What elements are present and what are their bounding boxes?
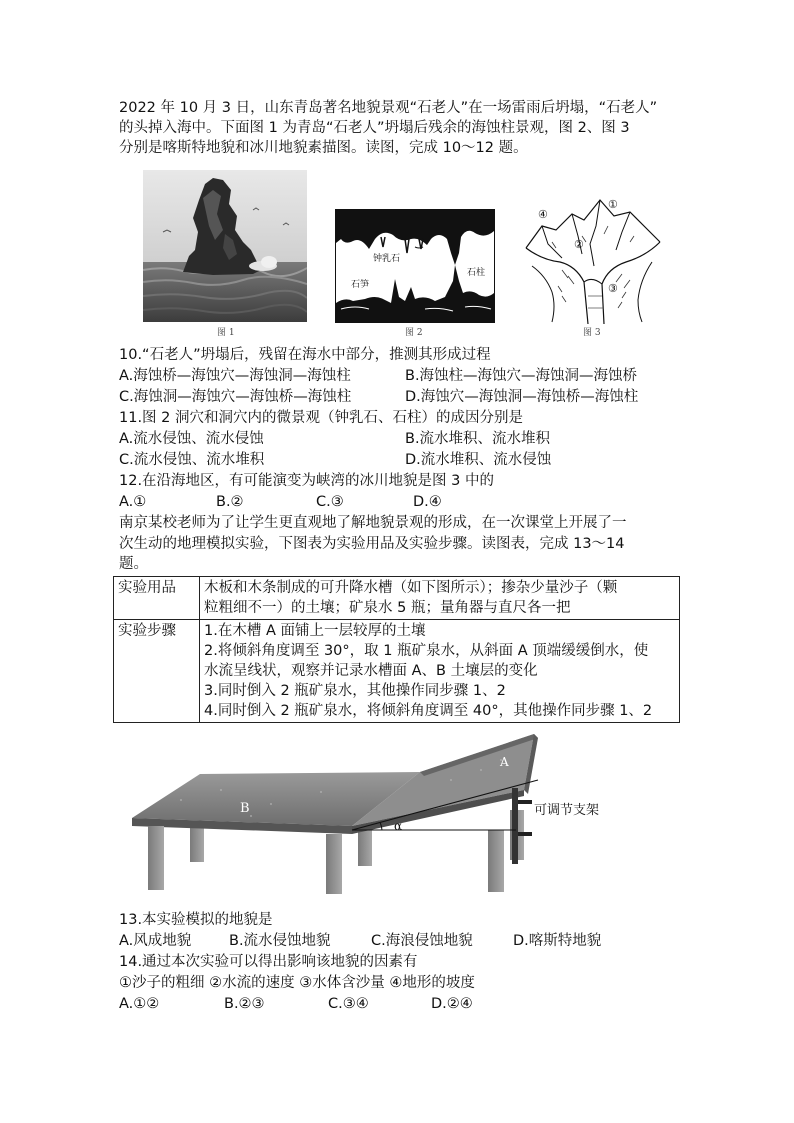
materials-cell <box>200 577 680 620</box>
apparatus-diagram <box>120 730 620 900</box>
intro2-line-3: 题。 <box>119 556 148 572</box>
q14-option-c[interactable]: C.③④ <box>328 996 369 1012</box>
step-2-line-1: 2.将倾斜角度调至 30°，取 1 瓶矿泉水，从斜面 A 顶端缓缓倒水，使 <box>204 643 649 659</box>
q14-factors: ①沙子的粗细 ②水流的速度 ③水体含沙量 ④地形的坡度 <box>119 975 475 991</box>
q10-option-c[interactable]: C.海蚀洞—海蚀穴—海蚀桥—海蚀柱 <box>119 389 352 405</box>
fig2-pillar-label: 石柱 <box>467 268 486 278</box>
q10-option-d[interactable]: D.海蚀穴—海蚀洞—海蚀桥—海蚀柱 <box>405 389 639 405</box>
angle-alpha-label: α <box>394 819 403 833</box>
q11-option-c[interactable]: C.流水侵蚀、流水堆积 <box>119 452 265 468</box>
intro2-line-2: 次生动的地理模拟实验，下图表为实验用品及实验步骤。读图表，完成 13～14 <box>119 536 625 552</box>
fig3-marker-1: ① <box>608 198 618 211</box>
q14-option-d[interactable]: D.②④ <box>431 996 473 1012</box>
fig3-marker-4: ④ <box>538 208 548 221</box>
experiment-table <box>113 576 680 723</box>
step-1: 1.在木槽 A 面铺上一层较厚的土壤 <box>204 623 426 639</box>
steps-header: 实验步骤 <box>114 620 200 723</box>
q11-stem: 11.图 2 洞穴和洞穴内的微景观（钟乳石、石柱）的成因分别是 <box>119 410 524 426</box>
q12-option-d[interactable]: D.④ <box>413 494 442 510</box>
q14-option-b[interactable]: B.②③ <box>224 996 265 1012</box>
intro-line-1: 2022 年 10 月 3 日，山东青岛著名地貌景观“石老人”在一场雷雨后坍塌，“石老人” <box>119 100 658 116</box>
q13-option-b[interactable]: B.流水侵蚀地貌 <box>229 933 331 949</box>
step-4: 4.同时倒入 2 瓶矿泉水，将倾斜角度调至 40°，其他操作同步骤 1、2 <box>204 703 653 719</box>
figure-3-glacial-landform-sketch <box>522 196 662 324</box>
q13-stem: 13.本实验模拟的地貌是 <box>119 912 273 928</box>
intro-line-2: 的头掉入海中。下面图 1 为青岛“石老人”坍塌后残余的海蚀柱景观，图 2、图 3 <box>119 120 630 136</box>
materials-line-1: 木板和木条制成的可升降水槽（如下图所示）；掺杂少量沙子（颗 <box>204 580 618 596</box>
figure-2-karst-cave-sketch <box>335 209 495 323</box>
figure-2-caption: 图 2 <box>405 328 423 338</box>
step-2-line-2: 水流呈线状，观察并记录水槽面 A、B 土壤层的变化 <box>204 663 538 679</box>
materials-line-2: 粒粗细不一）的土壤；矿泉水 5 瓶；量角器与直尺各一把 <box>204 600 571 616</box>
q11-option-d[interactable]: D.流水堆积、流水侵蚀 <box>405 452 552 468</box>
q11-option-b[interactable]: B.流水堆积、流水堆积 <box>405 431 551 447</box>
q13-option-a[interactable]: A.风成地貌 <box>119 933 192 949</box>
board-a-label: A <box>500 755 509 769</box>
fig2-stalactite-label: 钟乳石 <box>373 254 401 264</box>
q12-option-b[interactable]: B.② <box>216 494 244 510</box>
board-b-label: B <box>240 801 250 816</box>
fig3-marker-2: ② <box>574 238 584 251</box>
intro-line-3: 分别是喀斯特地貌和冰川地貌素描图。读图，完成 10～12 题。 <box>119 140 528 156</box>
figure-1-caption: 图 1 <box>217 328 235 338</box>
figure-3-caption: 图 3 <box>583 328 601 338</box>
support-label: 可调节支架 <box>534 803 600 818</box>
steps-cell <box>200 620 680 723</box>
q10-option-b[interactable]: B.海蚀柱—海蚀穴—海蚀洞—海蚀桥 <box>405 368 638 384</box>
q10-option-a[interactable]: A.海蚀桥—海蚀穴—海蚀洞—海蚀柱 <box>119 368 351 384</box>
q12-stem: 12.在沿海地区，有可能演变为峡湾的冰川地貌是图 3 中的 <box>119 473 495 489</box>
fig2-stalagmite-label: 石笋 <box>351 280 370 290</box>
q13-option-d[interactable]: D.喀斯特地貌 <box>513 933 602 949</box>
intro2-line-1: 南京某校老师为了让学生更直观地了解地貌景观的形成，在一次课堂上开展了一 <box>119 515 627 531</box>
figure-1-sea-stack-photo <box>143 170 307 322</box>
q14-option-a[interactable]: A.①② <box>119 996 160 1012</box>
q12-option-c[interactable]: C.③ <box>316 494 344 510</box>
steps-row <box>114 620 680 723</box>
q13-option-c[interactable]: C.海浪侵蚀地貌 <box>371 933 473 949</box>
q10-stem: 10.“石老人”坍塌后，残留在海水中部分，推测其形成过程 <box>119 347 491 363</box>
q14-stem: 14.通过本次实验可以得出影响该地貌的因素有 <box>119 954 418 970</box>
q12-option-a[interactable]: A.① <box>119 494 147 510</box>
materials-header: 实验用品 <box>114 577 200 620</box>
q11-option-a[interactable]: A.流水侵蚀、流水侵蚀 <box>119 431 264 447</box>
fig3-marker-3: ③ <box>608 282 618 295</box>
step-3: 3.同时倒入 2 瓶矿泉水，其他操作同步骤 1、2 <box>204 683 506 699</box>
materials-row <box>114 577 680 620</box>
